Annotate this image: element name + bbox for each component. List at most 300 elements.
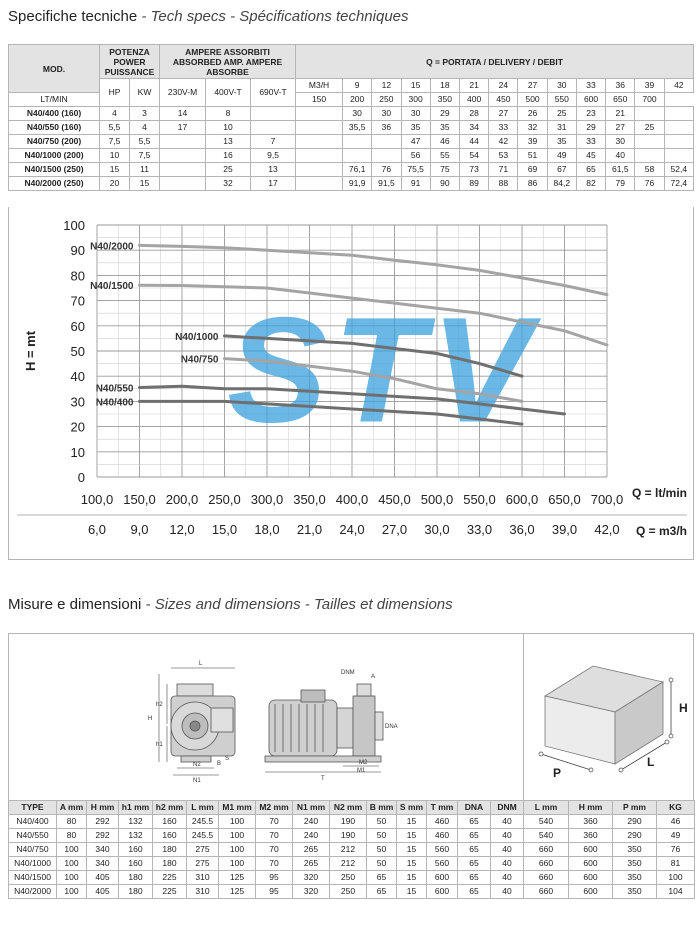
- dim-label-N1: N1: [193, 778, 201, 784]
- kw-cell: 4: [130, 121, 160, 135]
- ltmin-value: 150: [296, 93, 343, 107]
- series-label: N40/550: [95, 383, 134, 395]
- head-value-cell: 30: [606, 135, 635, 149]
- dims-value-cell: 600: [569, 843, 613, 857]
- kw-cell: 11: [130, 163, 160, 177]
- dims-value-cell: 225: [153, 885, 187, 899]
- dims-value-cell: 65: [458, 815, 491, 829]
- dims-value-cell: 76: [657, 843, 695, 857]
- dims-section-title: [8, 596, 453, 613]
- dims-value-cell: 460: [427, 829, 458, 843]
- drawing-box: [8, 633, 694, 801]
- dims-header-cell: A mm: [57, 801, 87, 815]
- head-value-cell: 35: [430, 121, 459, 135]
- kw-cell: 15: [130, 177, 160, 191]
- dims-value-cell: 160: [119, 843, 153, 857]
- head-value-cell: 84,2: [547, 177, 576, 191]
- ltmin-value: 550: [547, 93, 576, 107]
- dims-value-cell: 81: [657, 857, 695, 871]
- dims-value-cell: 292: [87, 829, 119, 843]
- dims-header-cell: H mm: [87, 801, 119, 815]
- y-tick-label: 80: [70, 268, 85, 284]
- amp-690-cell: 13: [251, 163, 296, 177]
- m3h-value: 30: [547, 79, 576, 93]
- head-value-cell: 82: [576, 177, 605, 191]
- amp-400-cell: 32: [206, 177, 251, 191]
- dims-value-cell: 46: [657, 815, 695, 829]
- dims-header-cell: P mm: [613, 801, 657, 815]
- head-value-cell: 89: [459, 177, 488, 191]
- dims-row: [9, 871, 695, 885]
- dims-value-cell: 104: [657, 885, 695, 899]
- head-value-cell: 69: [518, 163, 547, 177]
- dims-value-cell: 40: [491, 829, 524, 843]
- dims-value-cell: 15: [397, 815, 427, 829]
- y-tick-label: 50: [70, 344, 85, 359]
- x-tick-label-m3: 24,0: [339, 522, 365, 537]
- m3h-value: 39: [635, 79, 664, 93]
- header-power: POTENZA POWER PUISSANCE: [100, 45, 160, 79]
- kw-cell: 3: [130, 107, 160, 121]
- head-value-cell: 90: [430, 177, 459, 191]
- head-value-cell: 29: [430, 107, 459, 121]
- dims-value-cell: 40: [491, 871, 524, 885]
- dims-value-cell: 65: [458, 857, 491, 871]
- dim-label-DNA: DNA: [385, 724, 398, 730]
- dims-value-cell: 65: [458, 871, 491, 885]
- head-value-cell: 76,1: [343, 163, 372, 177]
- head-value-cell: 61,5: [606, 163, 635, 177]
- x-tick-label-lt: 250,0: [208, 492, 241, 507]
- dims-value-cell: 65: [367, 871, 397, 885]
- unit-230v: 230V-M: [160, 79, 206, 107]
- dims-title-main: Misure e dimensioni: [8, 596, 142, 613]
- unit-400v: 400V-T: [206, 79, 251, 107]
- ltmin-value: 300: [401, 93, 430, 107]
- hp-cell: 20: [100, 177, 130, 191]
- kw-cell: 5,5: [130, 135, 160, 149]
- dims-header-cell: L mm: [187, 801, 219, 815]
- dims-header-cell: M2 mm: [256, 801, 293, 815]
- amp-400-cell: 25: [206, 163, 251, 177]
- head-value-cell: 45: [576, 149, 605, 163]
- x-tick-label-lt: 600,0: [505, 492, 539, 507]
- x-axis-label-m3: Q = m3/h: [635, 524, 687, 538]
- dims-table-body: [9, 815, 695, 899]
- head-value-cell: 36: [372, 121, 401, 135]
- dims-value-cell: 660: [524, 871, 569, 885]
- dims-value-cell: 70: [256, 843, 293, 857]
- performance-chart-box: [8, 207, 694, 560]
- dims-value-cell: 245.5: [187, 815, 219, 829]
- dims-value-cell: 290: [613, 829, 657, 843]
- dims-value-cell: 660: [524, 885, 569, 899]
- head-value-cell: 30: [343, 107, 372, 121]
- x-tick-label-lt: 500,0: [420, 492, 454, 507]
- series-label: N40/1000: [175, 331, 219, 343]
- head-value-cell: 32: [518, 121, 547, 135]
- x-tick-label-m3: 33,0: [466, 522, 493, 537]
- dims-value-cell: 65: [458, 843, 491, 857]
- series-label: N40/400: [95, 397, 134, 409]
- x-tick-label-lt: 700,0: [590, 492, 624, 507]
- dims-row: [9, 885, 695, 899]
- dims-value-cell: 80: [57, 815, 87, 829]
- head-value-cell: 28: [459, 107, 488, 121]
- x-tick-label-m3: 27,0: [381, 522, 408, 537]
- package-box-drawing: [525, 634, 695, 802]
- head-value-cell: 26: [518, 107, 547, 121]
- dims-header-cell: KG: [657, 801, 695, 815]
- dims-value-cell: 600: [427, 885, 458, 899]
- dims-table: [8, 800, 695, 899]
- x-tick-label-m3: 42,0: [594, 522, 620, 537]
- head-value-cell: 34: [459, 121, 488, 135]
- head-value-cell: [635, 107, 664, 121]
- dim-label-DNM: DNM: [341, 670, 355, 676]
- ltmin-value: 600: [576, 93, 605, 107]
- dims-type-cell: N40/750: [9, 843, 57, 857]
- dims-value-cell: 65: [458, 885, 491, 899]
- dims-header-cell: H mm: [569, 801, 613, 815]
- spec-table-body: [9, 107, 694, 191]
- dims-value-cell: 100: [219, 843, 256, 857]
- dims-value-cell: 225: [153, 871, 187, 885]
- dims-value-cell: 310: [187, 871, 219, 885]
- dims-row: [9, 843, 695, 857]
- dims-header-cell: h1 mm: [119, 801, 153, 815]
- dims-value-cell: 350: [613, 857, 657, 871]
- pump-front-view: [159, 668, 235, 775]
- dims-value-cell: 132: [119, 815, 153, 829]
- dims-value-cell: 265: [293, 843, 330, 857]
- spacer-cell: [296, 149, 343, 163]
- dims-value-cell: 125: [219, 871, 256, 885]
- x-axis-label-lt: Q = lt/min: [631, 486, 687, 500]
- dims-type-cell: N40/2000: [9, 885, 57, 899]
- head-value-cell: 35,5: [343, 121, 372, 135]
- dims-value-cell: 95: [256, 885, 293, 899]
- dims-value-cell: 100: [57, 843, 87, 857]
- head-value-cell: [635, 149, 664, 163]
- x-tick-label-m3: 9,0: [130, 522, 149, 537]
- y-tick-label: 0: [77, 470, 85, 485]
- dims-value-cell: 540: [524, 815, 569, 829]
- head-value-cell: 76: [372, 163, 401, 177]
- dims-header-cell: TYPE: [9, 801, 57, 815]
- dims-row: [9, 815, 695, 829]
- dim-label-A: A: [371, 674, 376, 680]
- dims-value-cell: 292: [87, 815, 119, 829]
- x-tick-label-m3: 18,0: [254, 522, 280, 537]
- dims-value-cell: 310: [187, 885, 219, 899]
- dims-value-cell: 50: [367, 815, 397, 829]
- dims-value-cell: 190: [330, 815, 367, 829]
- m3h-value: 24: [489, 79, 518, 93]
- spec-row: [9, 121, 694, 135]
- dims-row: [9, 857, 695, 871]
- dims-value-cell: 360: [569, 815, 613, 829]
- ltmin-value: 200: [343, 93, 372, 107]
- dims-header-cell: T mm: [427, 801, 458, 815]
- head-value-cell: 33: [576, 135, 605, 149]
- head-value-cell: 79: [606, 177, 635, 191]
- dims-type-cell: N40/550: [9, 829, 57, 843]
- dims-value-cell: 160: [119, 857, 153, 871]
- box-label-L: L: [647, 755, 655, 769]
- y-tick-label: 40: [70, 369, 85, 385]
- model-cell: N40/400 (160): [9, 107, 100, 121]
- y-tick-label: 60: [70, 318, 85, 334]
- dim-label-M2: M2: [359, 760, 368, 766]
- dims-value-cell: 212: [330, 857, 367, 871]
- amp-230-cell: [160, 149, 206, 163]
- head-value-cell: 49: [547, 149, 576, 163]
- dims-value-cell: 190: [330, 829, 367, 843]
- dims-value-cell: 100: [57, 885, 87, 899]
- model-cell: N40/1000 (200): [9, 149, 100, 163]
- dims-type-cell: N40/400: [9, 815, 57, 829]
- head-value-cell: 65: [576, 163, 605, 177]
- unit-hp: HP: [100, 79, 130, 107]
- dims-header-cell: S mm: [397, 801, 427, 815]
- head-value-cell: 91: [401, 177, 430, 191]
- head-value-cell: 44: [459, 135, 488, 149]
- head-value-cell: 58: [635, 163, 664, 177]
- dims-value-cell: 660: [524, 843, 569, 857]
- amp-230-cell: [160, 177, 206, 191]
- model-cell: N40/550 (160): [9, 121, 100, 135]
- dims-value-cell: 180: [119, 871, 153, 885]
- dims-value-cell: 600: [427, 871, 458, 885]
- m3h-label: M3/H: [296, 79, 343, 93]
- head-value-cell: [664, 135, 693, 149]
- m3h-value: 27: [518, 79, 547, 93]
- dims-value-cell: 180: [119, 885, 153, 899]
- dims-value-cell: 95: [256, 871, 293, 885]
- head-value-cell: 25: [547, 107, 576, 121]
- head-value-cell: [664, 149, 693, 163]
- dims-value-cell: 250: [330, 885, 367, 899]
- head-value-cell: 72,4: [664, 177, 693, 191]
- spec-section-title: [8, 8, 409, 25]
- dims-value-cell: 560: [427, 843, 458, 857]
- dims-value-cell: 100: [219, 815, 256, 829]
- dims-value-cell: 160: [153, 815, 187, 829]
- x-tick-label-m3: 39,0: [551, 522, 578, 537]
- hp-cell: 15: [100, 163, 130, 177]
- x-tick-label-m3: 12,0: [169, 522, 195, 537]
- spec-table: [8, 44, 694, 191]
- kw-cell: 7,5: [130, 149, 160, 163]
- model-cell: N40/2000 (250): [9, 177, 100, 191]
- dims-value-cell: 125: [219, 885, 256, 899]
- head-value-cell: 27: [606, 121, 635, 135]
- watermark-logo: STV: [227, 285, 537, 454]
- head-value-cell: 54: [459, 149, 488, 163]
- hp-cell: 10: [100, 149, 130, 163]
- dims-value-cell: 40: [491, 843, 524, 857]
- dim-label-B: B: [217, 761, 222, 767]
- y-tick-label: 30: [70, 394, 85, 410]
- header-model: MOD.: [9, 45, 100, 93]
- head-value-cell: 29: [576, 121, 605, 135]
- unit-690v: 690V-T: [251, 79, 296, 107]
- dims-value-cell: 40: [491, 885, 524, 899]
- head-value-cell: [372, 135, 401, 149]
- head-value-cell: 55: [430, 149, 459, 163]
- dims-value-cell: 275: [187, 857, 219, 871]
- y-tick-label: 20: [70, 419, 85, 435]
- hp-cell: 5,5: [100, 121, 130, 135]
- m3h-value: 21: [459, 79, 488, 93]
- dims-value-cell: 405: [87, 871, 119, 885]
- spec-row: [9, 163, 694, 177]
- x-tick-label-lt: 650,0: [548, 492, 581, 507]
- x-tick-label-m3: 15,0: [211, 522, 238, 537]
- dims-value-cell: 100: [57, 857, 87, 871]
- x-tick-label-lt: 450,0: [378, 492, 411, 507]
- y-tick-label: 10: [70, 444, 85, 460]
- head-value-cell: [343, 149, 372, 163]
- spacer-cell: [296, 135, 343, 149]
- hp-cell: 7,5: [100, 135, 130, 149]
- box-label-H: H: [679, 701, 688, 715]
- head-value-cell: 75,5: [401, 163, 430, 177]
- amp-400-cell: 10: [206, 121, 251, 135]
- head-value-cell: [664, 107, 693, 121]
- amp-690-cell: [251, 107, 296, 121]
- head-value-cell: 88: [489, 177, 518, 191]
- head-value-cell: 39: [518, 135, 547, 149]
- ltmin-label: LT/MIN: [9, 93, 100, 107]
- dims-value-cell: 65: [458, 829, 491, 843]
- dims-header-cell: DNA: [458, 801, 491, 815]
- head-value-cell: 30: [401, 107, 430, 121]
- head-value-cell: 27: [489, 107, 518, 121]
- m3h-value: 36: [606, 79, 635, 93]
- dim-label-L: L: [199, 661, 203, 667]
- dims-value-cell: 245.5: [187, 829, 219, 843]
- head-value-cell: 86: [518, 177, 547, 191]
- dim-label-S: S: [225, 756, 230, 762]
- head-value-cell: 40: [606, 149, 635, 163]
- ltmin-value: 350: [430, 93, 459, 107]
- m3h-value: 33: [576, 79, 605, 93]
- m3h-value: 15: [401, 79, 430, 93]
- dims-value-cell: 600: [569, 885, 613, 899]
- amp-230-cell: [160, 163, 206, 177]
- dims-value-cell: 265: [293, 857, 330, 871]
- dims-value-cell: 600: [569, 871, 613, 885]
- model-cell: N40/750 (200): [9, 135, 100, 149]
- dims-value-cell: 65: [367, 885, 397, 899]
- spec-row: [9, 135, 694, 149]
- dims-value-cell: 160: [153, 829, 187, 843]
- head-value-cell: [664, 121, 693, 135]
- series-label: N40/2000: [90, 241, 134, 253]
- spec-title-main: Specifiche tecniche: [8, 8, 138, 25]
- dims-value-cell: 70: [256, 857, 293, 871]
- performance-chart: [9, 207, 695, 560]
- head-value-cell: 52,4: [664, 163, 693, 177]
- dims-value-cell: 80: [57, 829, 87, 843]
- unit-kw: KW: [130, 79, 160, 107]
- ltmin-value: 650: [606, 93, 635, 107]
- spacer-cell: [296, 163, 343, 177]
- m3h-value: 18: [430, 79, 459, 93]
- head-value-cell: 53: [489, 149, 518, 163]
- dims-value-cell: 350: [613, 871, 657, 885]
- x-tick-label-m3: 36,0: [509, 522, 535, 537]
- x-tick-label-lt: 550,0: [463, 492, 496, 507]
- dims-value-cell: 40: [491, 815, 524, 829]
- series-label: N40/1500: [90, 281, 134, 293]
- hp-cell: 4: [100, 107, 130, 121]
- ltmin-value: 700: [635, 93, 664, 107]
- ltmin-value: 500: [518, 93, 547, 107]
- amp-690-cell: 7: [251, 135, 296, 149]
- m3h-value: 9: [343, 79, 372, 93]
- dims-value-cell: 50: [367, 829, 397, 843]
- x-tick-label-lt: 100,0: [80, 492, 114, 507]
- x-tick-label-lt: 400,0: [335, 492, 369, 507]
- dims-row: [9, 829, 695, 843]
- dims-value-cell: 460: [427, 815, 458, 829]
- dims-value-cell: 100: [57, 871, 87, 885]
- spec-row: [9, 149, 694, 163]
- spec-row: [9, 177, 694, 191]
- dim-label-T: T: [321, 776, 325, 782]
- pump-drawing: [9, 634, 523, 802]
- spec-title-sub: - Tech specs - Spécifications techniques: [137, 8, 409, 25]
- dims-value-cell: 15: [397, 829, 427, 843]
- head-value-cell: 91,5: [372, 177, 401, 191]
- box-label-P: P: [553, 766, 562, 780]
- amp-400-cell: 8: [206, 107, 251, 121]
- pump-side-view: [265, 684, 383, 772]
- m3h-value: 12: [372, 79, 401, 93]
- ltmin-value: 250: [372, 93, 401, 107]
- head-value-cell: 71: [489, 163, 518, 177]
- dims-value-cell: 600: [569, 857, 613, 871]
- head-value-cell: 31: [547, 121, 576, 135]
- header-flow: Q = PORTATA / DELIVERY / DEBIT: [296, 45, 694, 79]
- dims-value-cell: 180: [153, 857, 187, 871]
- model-cell: N40/1500 (250): [9, 163, 100, 177]
- dims-value-cell: 405: [87, 885, 119, 899]
- head-value-cell: 35: [401, 121, 430, 135]
- m3h-row: [9, 79, 694, 93]
- head-value-cell: 46: [430, 135, 459, 149]
- dims-header-cell: h2 mm: [153, 801, 187, 815]
- dims-value-cell: 275: [187, 843, 219, 857]
- x-tick-label-m3: 30,0: [424, 522, 450, 537]
- spec-row: [9, 107, 694, 121]
- dims-header-cell: N2 mm: [330, 801, 367, 815]
- dims-header-cell: B mm: [367, 801, 397, 815]
- amp-230-cell: 14: [160, 107, 206, 121]
- x-tick-label-m3: 21,0: [296, 522, 323, 537]
- dims-header-cell: M1 mm: [219, 801, 256, 815]
- dims-value-cell: 250: [330, 871, 367, 885]
- dims-value-cell: 15: [397, 843, 427, 857]
- spacer-cell: [296, 107, 343, 121]
- m3h-value: 42: [664, 79, 693, 93]
- header-ampere: AMPERE ASSORBITI ABSORBED AMP. AMPERE ABSORBE: [160, 45, 296, 79]
- dims-value-cell: 70: [256, 829, 293, 843]
- dims-header-cell: DNM: [491, 801, 524, 815]
